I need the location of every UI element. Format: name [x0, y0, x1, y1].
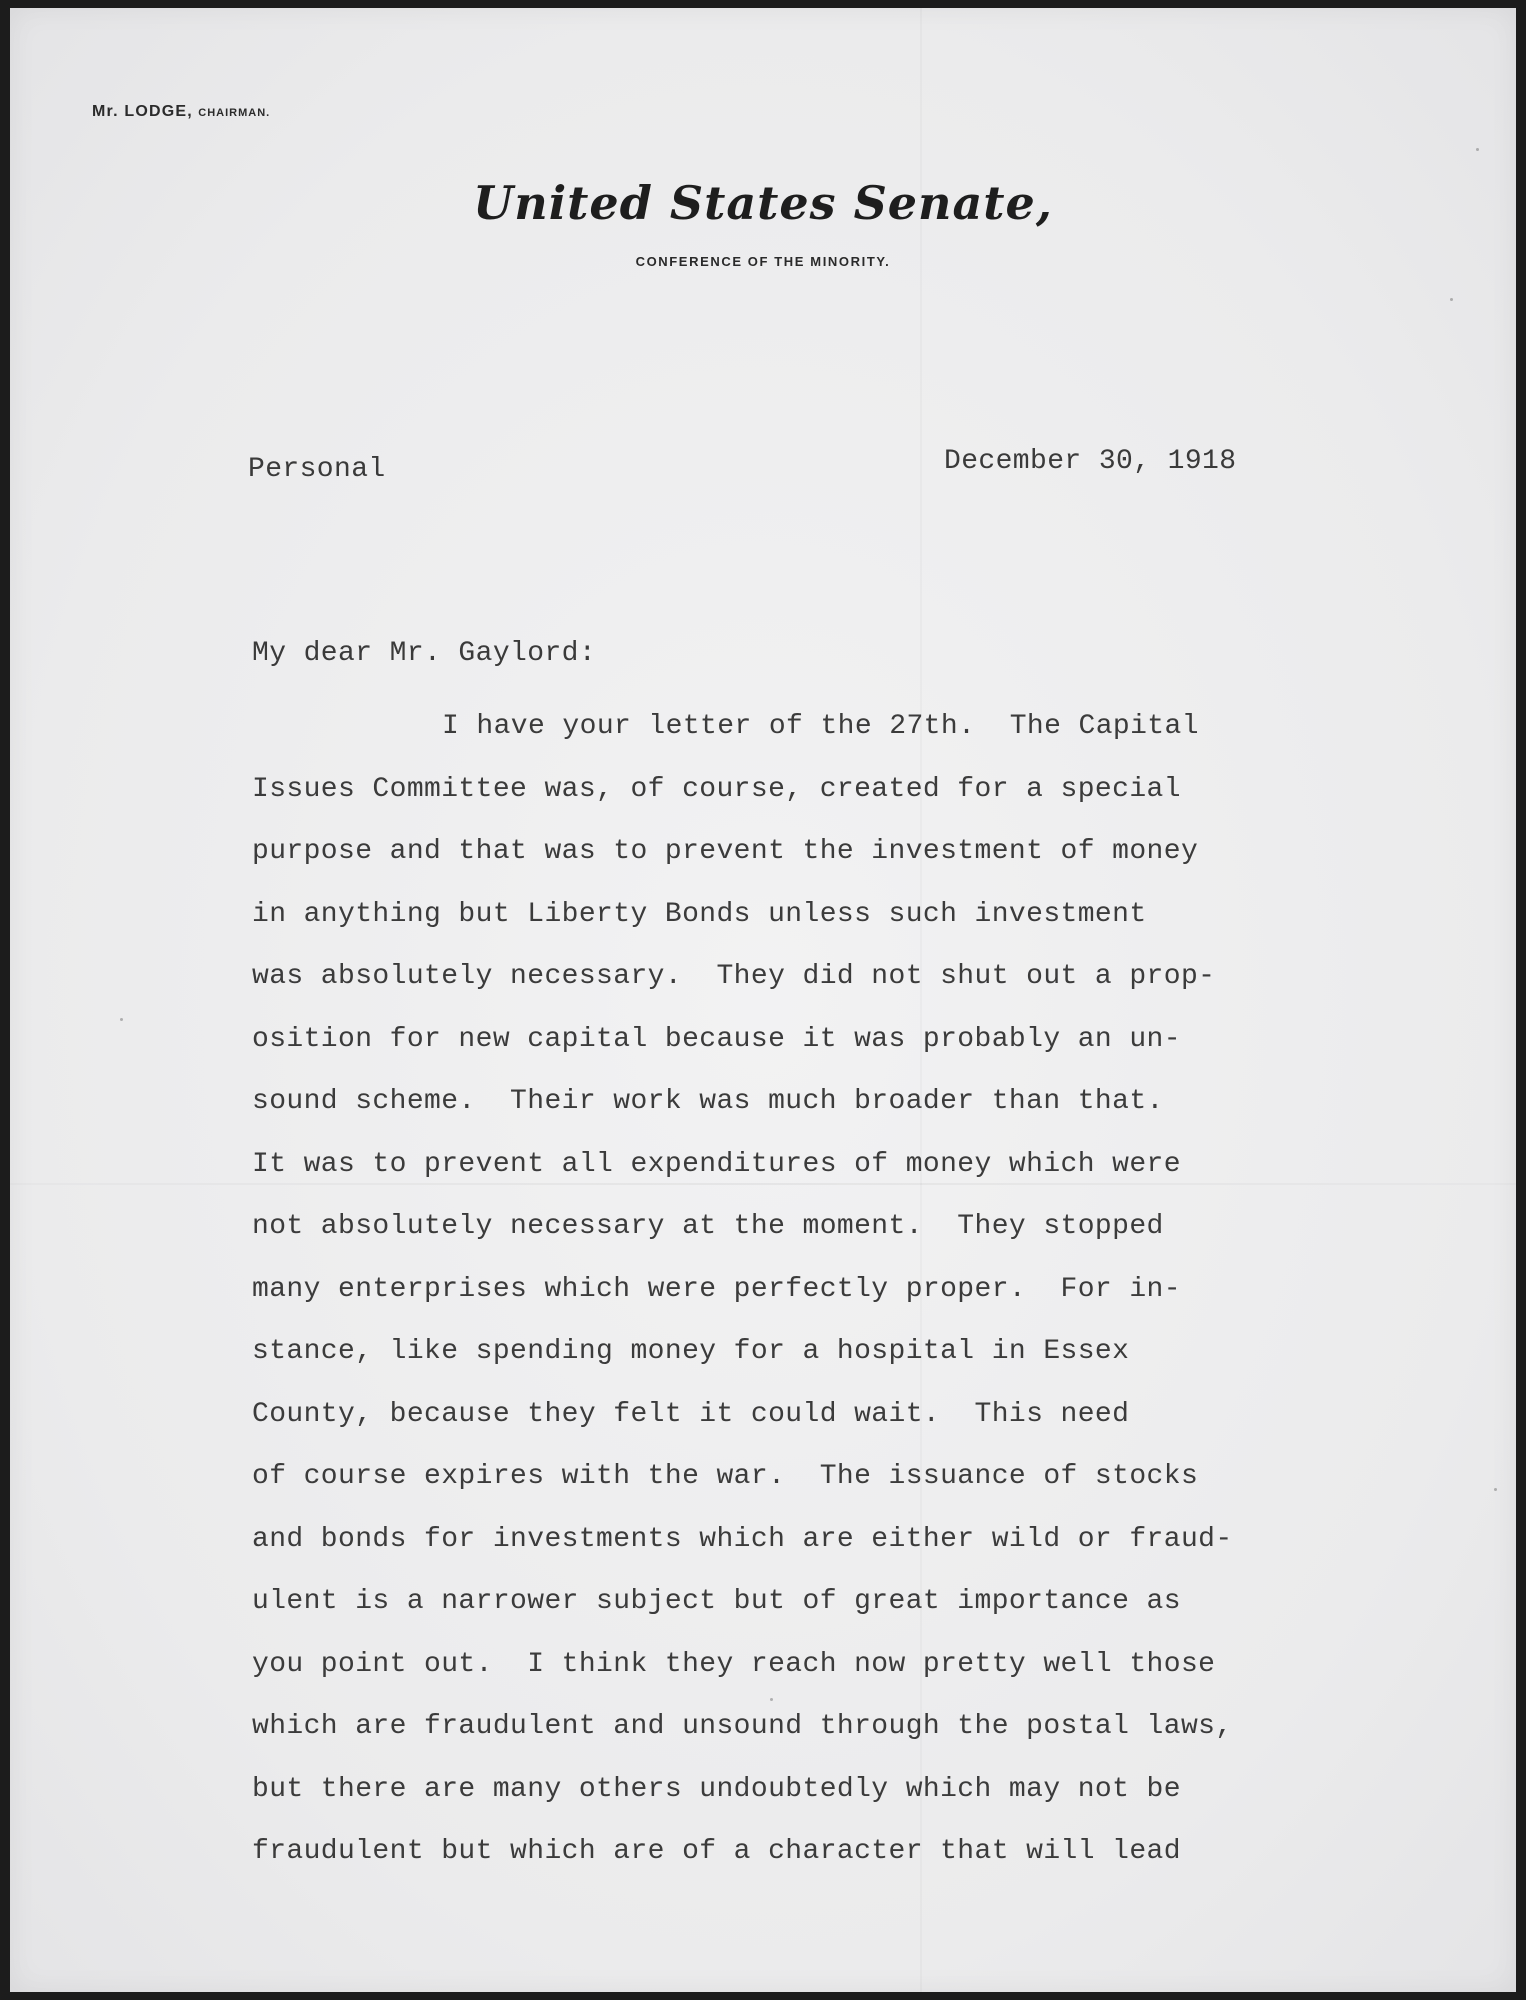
paper-speck — [1450, 298, 1453, 301]
paper-speck — [770, 1698, 773, 1701]
paper-speck — [1476, 148, 1479, 151]
body-line: many enterprises which were perfectly proper. For in- — [252, 1273, 1181, 1305]
letter-marking: Personal — [248, 454, 386, 485]
body-line: of course expires with the war. The issuance of stocks — [252, 1461, 1199, 1492]
chairman-name: Mr. LODGE, — [92, 103, 193, 120]
letter-salutation: My dear Mr. Gaylord: — [252, 638, 597, 669]
paper-speck — [120, 1018, 123, 1021]
letterhead-chairman — [92, 103, 270, 121]
body-line: you point out. I think they reach now pretty well those — [252, 1648, 1216, 1680]
letterhead-title: United States Senate, — [473, 176, 1053, 230]
body-line: osition for new capital because it was probably an un- — [252, 1023, 1181, 1055]
body-line: and bonds for investments which are either wild or fraud- — [252, 1523, 1233, 1555]
letter-body — [252, 696, 1412, 1884]
body-line: stance, like spending money for a hospital in Essex — [252, 1336, 1130, 1367]
body-line: in anything but Liberty Bonds unless such investment — [252, 898, 1147, 930]
body-line: ulent is a narrower subject but of great importance as — [252, 1586, 1181, 1617]
body-line: was absolutely necessary. They did not shut out a prop- — [252, 961, 1216, 992]
letter-page — [10, 8, 1516, 1992]
chairman-title: CHAIRMAN. — [198, 107, 271, 119]
body-line: fraudulent but which are of a character that will lead — [252, 1836, 1181, 1867]
body-line: It was to prevent all expenditures of money which were — [252, 1148, 1181, 1180]
body-line: but there are many others undoubtedly which may not be — [252, 1773, 1181, 1805]
body-line: I have your letter of the 27th. The Capital — [442, 711, 1199, 742]
body-line: sound scheme. Their work was much broader than that. — [252, 1086, 1164, 1117]
letterhead-subtitle: CONFERENCE OF THE MINORITY. — [635, 254, 891, 269]
body-line: not absolutely necessary at the moment. They stopped — [252, 1211, 1164, 1242]
body-line: Issues Committee was, of course, created for a special — [252, 773, 1181, 805]
letter-date: December 30, 1918 — [944, 446, 1237, 477]
paper-speck — [1494, 1488, 1497, 1491]
body-line: County, because they felt it could wait. This need — [252, 1398, 1130, 1430]
body-line: purpose and that was to prevent the investment of money — [252, 836, 1199, 867]
body-line: which are fraudulent and unsound through the postal laws, — [252, 1711, 1233, 1742]
